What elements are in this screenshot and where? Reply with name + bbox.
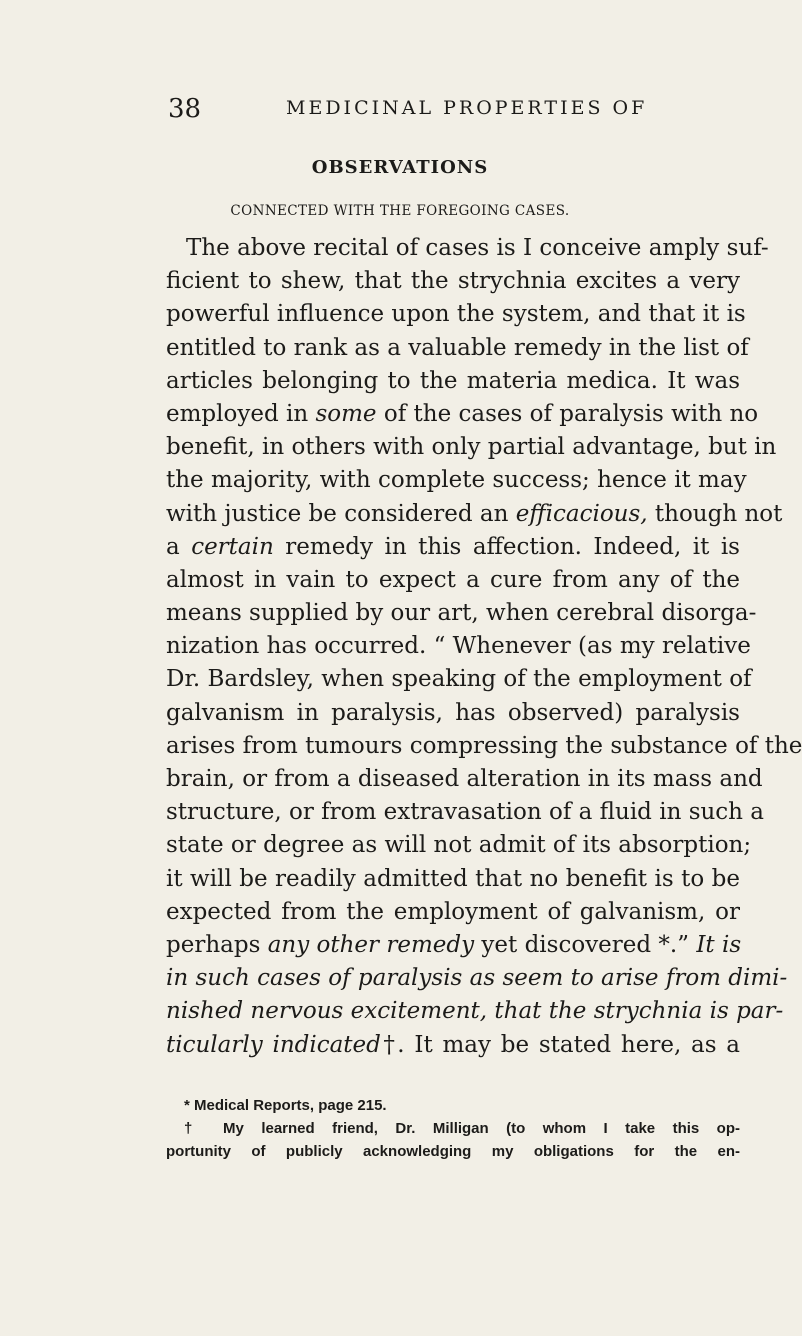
section-subtitle: CONNECTED WITH THE FOREGOING CASES. [230,203,570,219]
text-run: of the cases of paralysis with no [376,400,759,427]
italic-text: efficacious, [515,500,648,527]
text-line: state or degree as will not admit of its absorption; [166,832,752,859]
text-line [166,498,783,531]
text-run: remedy in this affection. Indeed, it is [273,533,740,560]
page-number: 38 [168,94,202,124]
text-run: yet discovered *.” [474,931,697,958]
text-line: The above recital of cases is I conceive amply suf- [186,235,769,261]
text-line: expected from the employment of galvanism, or [166,898,740,925]
text-line [166,1029,740,1062]
italic-text: certain [191,533,274,560]
italic-text: It is [696,931,742,958]
italic-text: any other remedy [267,931,475,958]
text-line: articles belonging to the materia medica. It was [166,367,740,394]
text-line [166,398,759,431]
footnote-2: † My learned friend, Dr. Milligan (to whom I take this op- [184,1120,740,1137]
text-line: powerful influence upon the system, and that it is [166,301,746,328]
text-line: means supplied by our art, when cerebral disorga- [166,600,757,627]
text-line: brain, or from a diseased alteration in its mass and [166,766,763,792]
text-line: it will be readily admitted that no benefit is to be [166,865,740,892]
text-line: the majority, with complete success; hence it may [166,467,747,494]
text-run: †. It may be stated here, as a [380,1031,740,1058]
text-line: nished nervous excitement, that the strychnia is par- [166,998,784,1025]
text-line [166,531,740,564]
text-line: entitled to rank as a valuable remedy in the list of [166,334,749,361]
text-run: though not [647,500,783,527]
body-paragraph [166,232,802,1062]
text-run: perhaps [166,931,268,958]
text-run: with justice be considered an [166,500,516,527]
text-line: arises from tumours compressing the substance of the [166,732,802,759]
text-line: in such cases of paralysis as seem to arise from dimi- [166,965,788,992]
text-line: nization has occurred. “ Whenever (as my relative [166,633,751,660]
footnote-1: * Medical Reports, page 215. [184,1097,387,1114]
text-line: almost in vain to expect a cure from any of the [166,566,740,593]
text-run: employed in [166,400,316,427]
text-line [166,929,740,962]
text-run: a [166,533,192,560]
text-line: Dr. Bardsley, when speaking of the employment of [166,666,752,693]
italic-text: some [315,400,377,427]
text-line: benefit, in others with only partial advantage, but in [166,434,777,461]
footnote-2-continued: portunity of publicly acknowledging my obligations for the en- [166,1143,740,1160]
section-title: OBSERVATIONS [311,157,489,178]
footnotes [166,1094,740,1163]
page-header [168,94,648,134]
italic-text: ticularly indicated [166,1031,381,1058]
text-line: structure, or from extravasation of a fluid in such a [166,799,765,826]
running-head: MEDICINAL PROPERTIES OF [286,97,648,119]
text-line: ficient to shew, that the strychnia excites a very [166,268,740,295]
text-line: galvanism in paralysis, has observed) paralysis [166,699,740,726]
